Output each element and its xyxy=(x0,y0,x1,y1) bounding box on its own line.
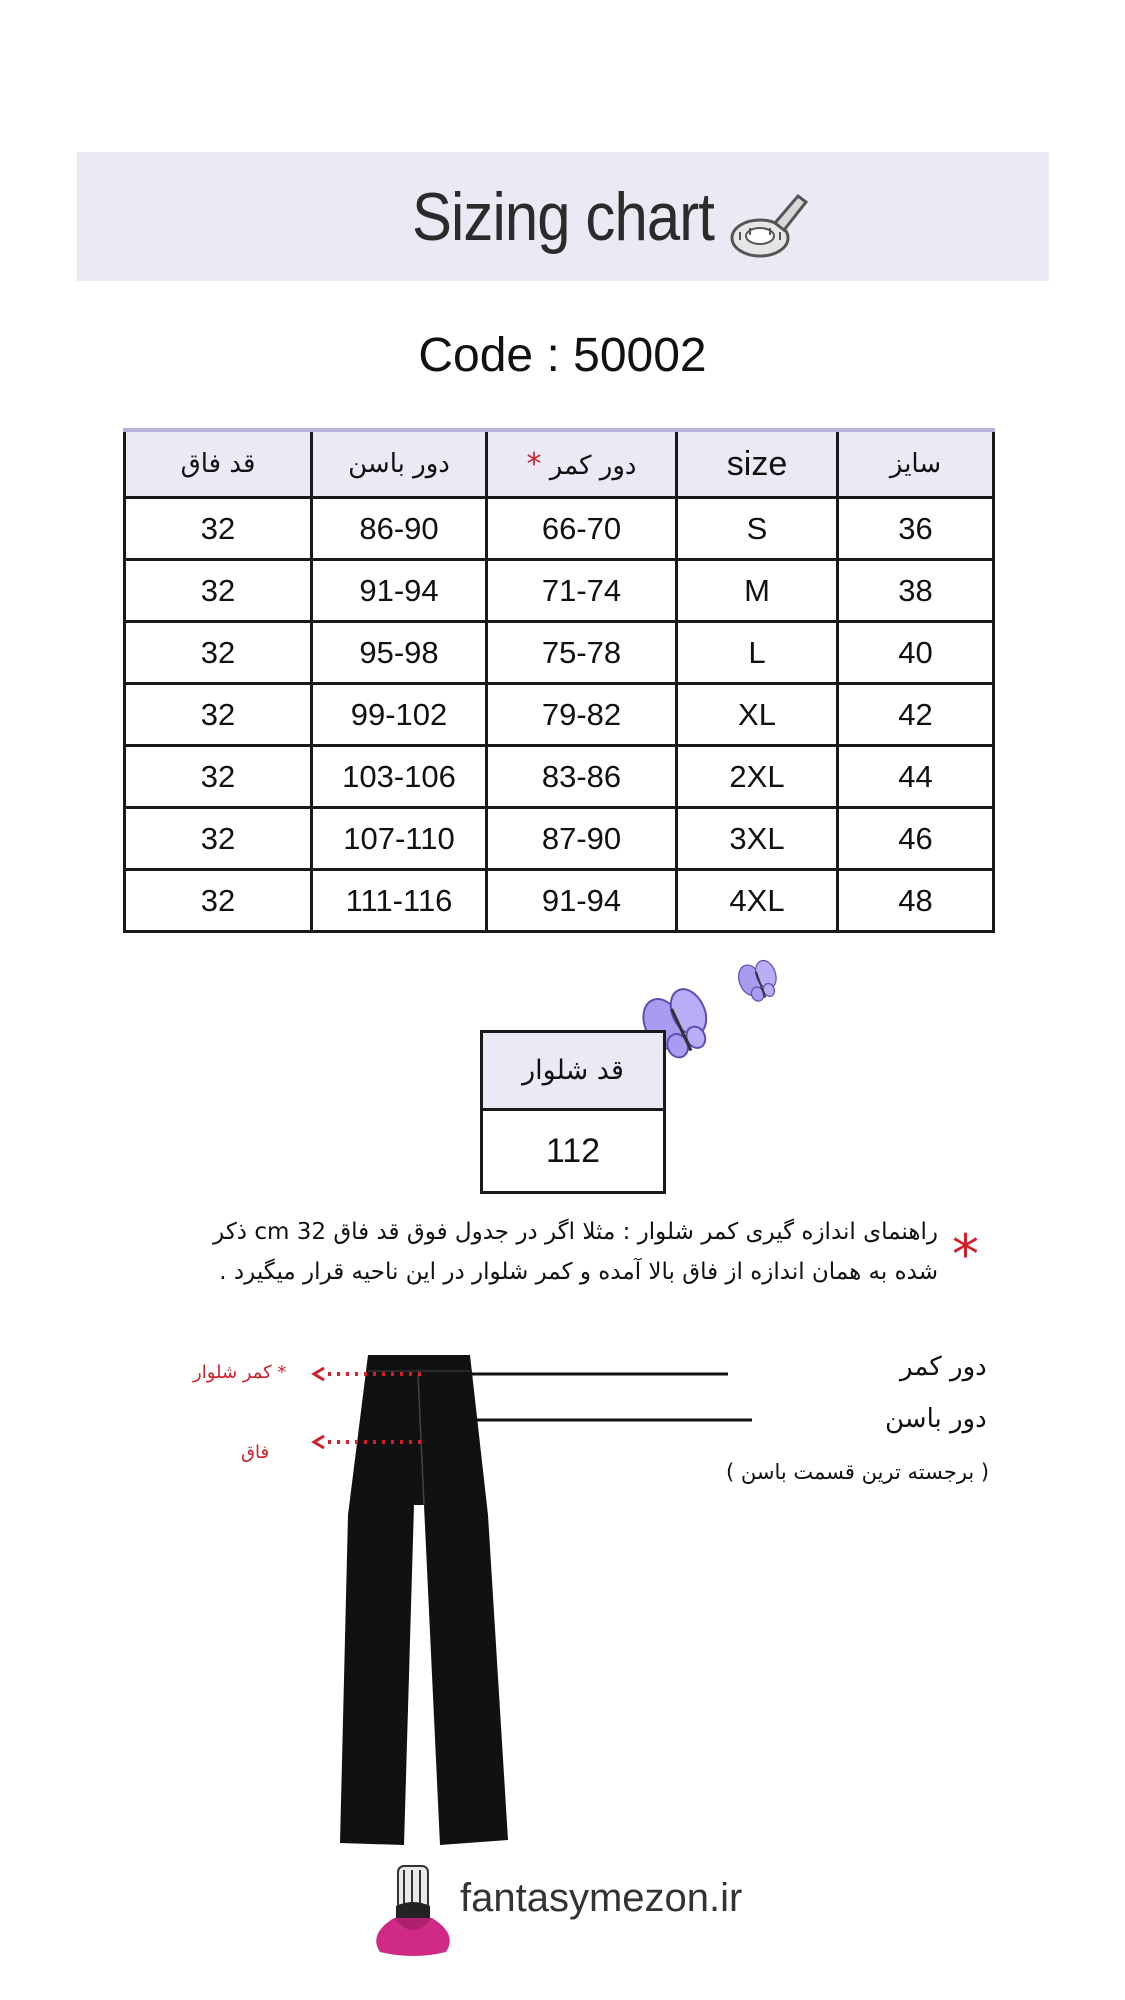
cell-crotch-length: 32 xyxy=(125,498,312,560)
header-waist xyxy=(487,430,677,498)
cell-waist: 71-74 xyxy=(487,560,677,622)
header-size-latin: size xyxy=(677,430,838,498)
cell-size-latin: XL xyxy=(677,684,838,746)
note-star: * xyxy=(952,1223,979,1286)
cell-hip: 95-98 xyxy=(312,622,487,684)
cell-size: 40 xyxy=(838,622,994,684)
cell-waist: 79-82 xyxy=(487,684,677,746)
cell-size-latin: 3XL xyxy=(677,808,838,870)
cell-crotch-length: 32 xyxy=(125,622,312,684)
crotch-arrow-icon xyxy=(314,1436,324,1448)
table-row xyxy=(125,560,994,622)
site-url: fantasymezon.ir xyxy=(460,1876,743,1920)
size-table xyxy=(123,428,995,933)
table-row xyxy=(125,498,994,560)
header-size: سایز xyxy=(838,430,994,498)
cell-waist: 66-70 xyxy=(487,498,677,560)
note-line-2: شده به همان اندازه از فاق بالا آمده و کمر شلوار در این ناحیه قرار میگیرد . xyxy=(219,1259,938,1285)
cell-crotch-length: 32 xyxy=(125,808,312,870)
cell-hip: 91-94 xyxy=(312,560,487,622)
cell-size-latin: L xyxy=(677,622,838,684)
table-row xyxy=(125,684,994,746)
hip-hint: ( برجسته ترین قسمت باسن ) xyxy=(726,1460,990,1484)
cell-waist: 83-86 xyxy=(487,746,677,808)
cell-hip: 107-110 xyxy=(312,808,487,870)
hip-label: دور باسن xyxy=(885,1404,987,1434)
cell-size-latin: 4XL xyxy=(677,870,838,932)
size-table-header-row xyxy=(125,430,994,498)
table-row xyxy=(125,622,994,684)
measuring-tape-icon xyxy=(720,188,808,268)
cell-waist: 87-90 xyxy=(487,808,677,870)
cell-size-latin: S xyxy=(677,498,838,560)
table-row xyxy=(125,808,994,870)
table-row xyxy=(125,870,994,932)
trouser-length-header: قد شلوار xyxy=(482,1032,665,1110)
brand-logo-icon xyxy=(366,1862,460,1960)
trouser-length-value: 112 xyxy=(482,1110,665,1193)
cell-waist: 91-94 xyxy=(487,870,677,932)
note-line-1: راهنمای اندازه گیری کمر شلوار : مثلا اگر در جدول فوق قد فاق 32 cm ذکر xyxy=(213,1219,938,1245)
cell-crotch-length: 32 xyxy=(125,746,312,808)
cell-hip: 99-102 xyxy=(312,684,487,746)
cell-size: 48 xyxy=(838,870,994,932)
pants-waist-label: * کمر شلوار xyxy=(193,1362,287,1383)
waist-arrow-icon xyxy=(314,1368,324,1380)
crotch-label: فاق xyxy=(241,1442,270,1463)
cell-crotch-length: 32 xyxy=(125,560,312,622)
cell-size: 46 xyxy=(838,808,994,870)
cell-size: 36 xyxy=(838,498,994,560)
page-title: Sizing chart xyxy=(411,178,715,255)
header-crotch-length: قد فاق xyxy=(125,430,312,498)
header-waist-label: دور کمر xyxy=(549,450,637,481)
cell-size: 38 xyxy=(838,560,994,622)
trouser-length-table xyxy=(480,1030,666,1194)
header-hip: دور باسن xyxy=(312,430,487,498)
cell-crotch-length: 32 xyxy=(125,684,312,746)
cell-waist: 75-78 xyxy=(487,622,677,684)
red-markers xyxy=(310,1362,430,1452)
measurement-note xyxy=(140,1212,938,1292)
cell-hip: 111-116 xyxy=(312,870,487,932)
cell-size-latin: 2XL xyxy=(677,746,838,808)
title-banner xyxy=(77,152,1049,281)
waist-label: دور کمر xyxy=(900,1352,987,1382)
cell-hip: 103-106 xyxy=(312,746,487,808)
cell-hip: 86-90 xyxy=(312,498,487,560)
cell-size: 42 xyxy=(838,684,994,746)
cell-size-latin: M xyxy=(677,560,838,622)
cell-size: 44 xyxy=(838,746,994,808)
cell-crotch-length: 32 xyxy=(125,870,312,932)
product-code: Code : 50002 xyxy=(418,329,707,382)
table-row xyxy=(125,746,994,808)
waist-star: * xyxy=(526,446,542,482)
